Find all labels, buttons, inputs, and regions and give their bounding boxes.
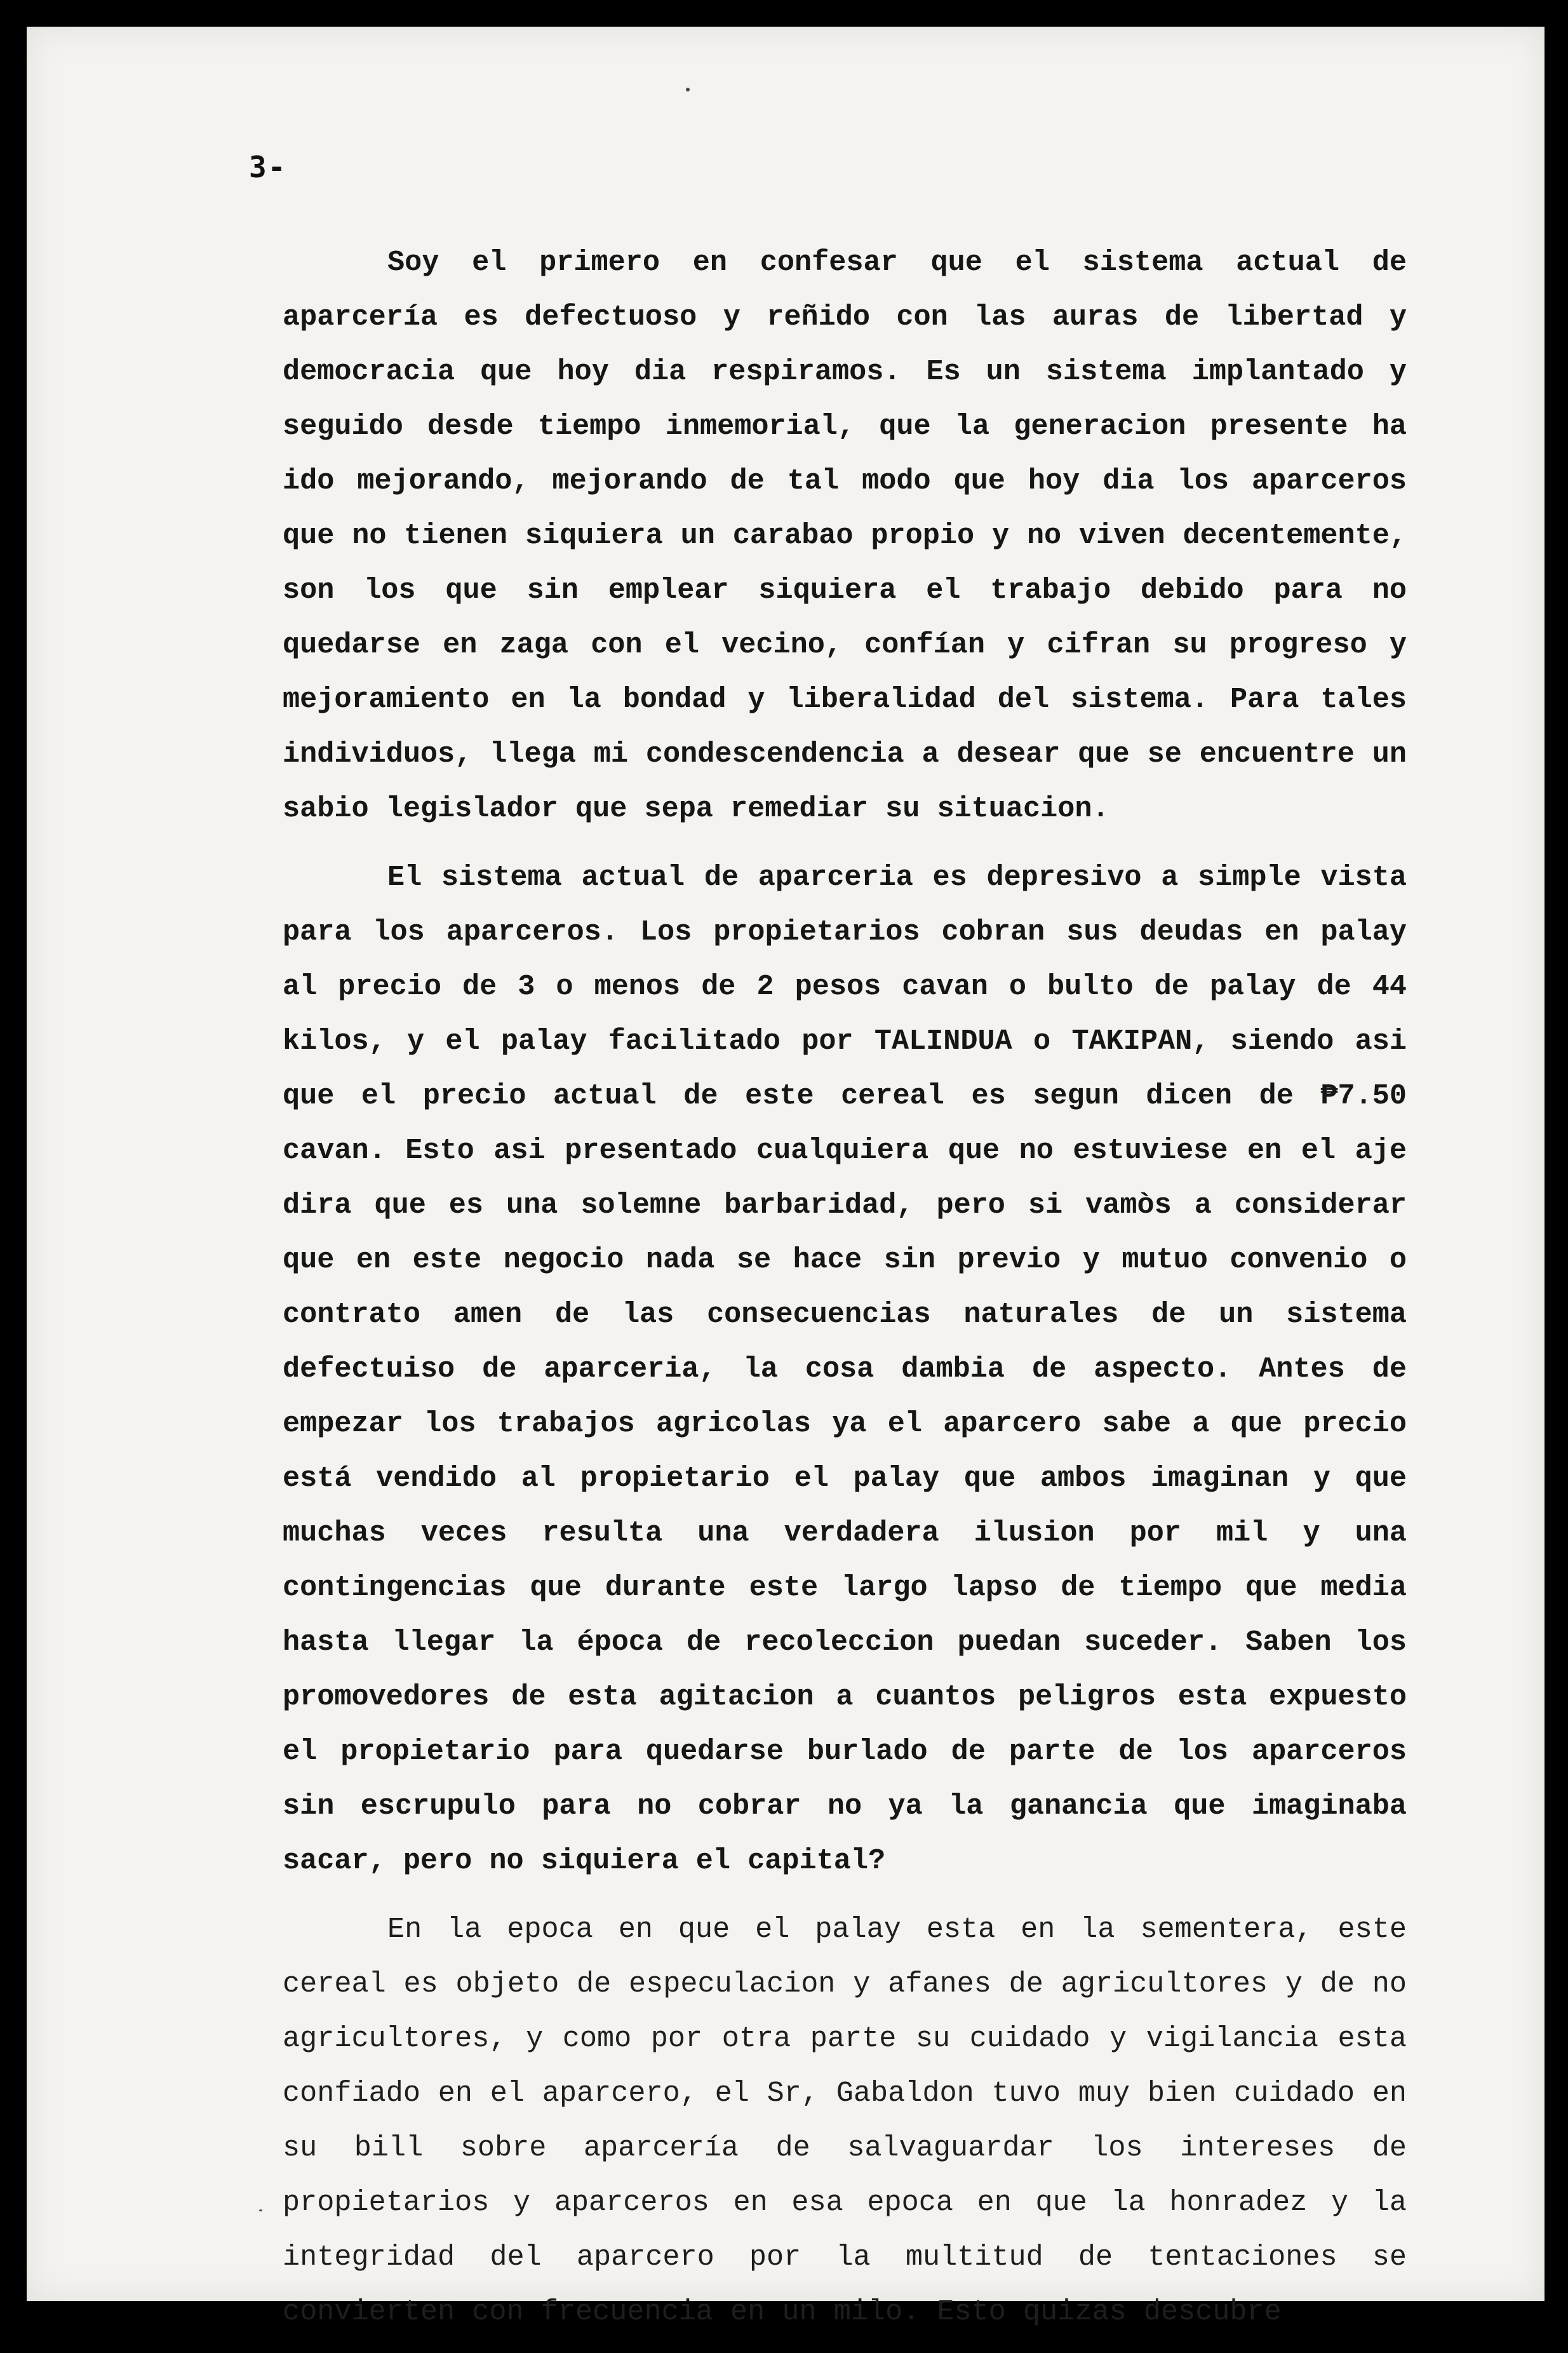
ink-speck <box>259 2209 262 2211</box>
paragraph-1: Soy el primero en confesar que el sistema actual de aparcería es defectuoso y reñido con las auras de libertad y democracia que hoy dia respiramos. Es un sistema implantado y seguido desde tiempo inmemorial, que la generacion presente ha ido mejorando, mejorando de tal modo que hoy dia los aparceros que no tienen siquiera un carabao propio y no viven decentemente, son los que sin emplear siquiera el trabajo debido para no quedarse en zaga con el vecino, confían y cifran su progreso y mejoramiento en la bondad y liberalidad del sistema. Para tales individuos, llega mi condescendencia a desear que se encuentre un sabio legislador que sepa remediar su situacion. <box>283 246 1407 825</box>
body-text <box>283 235 1407 2353</box>
paragraph-3: En la epoca en que el palay esta en la sementera, este cereal es objeto de especulacion y afanes de agricultores y de no agricultores, y como por otra parte su cuidado y vigilancia esta confiado en el aparcero, el Sr, Gabaldon tuvo muy bien cuidado en su bill sobre aparcería de salvaguardar los intereses de propietarios y aparceros en esa epoca en que la honradez y la integridad del aparcero por la multitud de tentaciones se convierten con frecuencia en un milo. Esto quizas descubre <box>283 1913 1407 2328</box>
ink-speck <box>686 88 690 91</box>
paragraph-2: El sistema actual de aparceria es depresivo a simple vista para los aparceros. Los propietarios cobran sus deudas en palay al precio de 3 o menos de 2 pesos cavan o bulto de palay de 44 kilos, y el palay facilitado por TALINDUA o TAKIPAN, siendo asi que el precio actual de este cereal es segun dicen de ₱7.50 cavan. Esto asi presentado cualquiera que no estuviese en el aje dira que es una solemne barbaridad, pero si vamòs a considerar que en este negocio nada se hace sin previo y mutuo convenio o contrato amen de las consecuencias naturales de un sistema defectuiso de aparceria, la cosa dambia de aspecto. Antes de empezar los trabajos agricolas ya el aparcero sabe a que precio está vendido al propietario el palay que ambos imaginan y que muchas veces resulta una verdadera ilusion por mil y una contingencias que durante este largo lapso de tiempo que media hasta llegar la época de recoleccion puedan suceder. Saben los promovedores de esta agitacion a cuantos peligros esta expuesto el propietario para quedarse burlado de parte de los aparceros sin escrupulo para no cobrar no ya la ganancia que imaginaba sacar, pero no siquiera el capital? <box>283 861 1407 1877</box>
page-number: 3- <box>249 150 287 184</box>
